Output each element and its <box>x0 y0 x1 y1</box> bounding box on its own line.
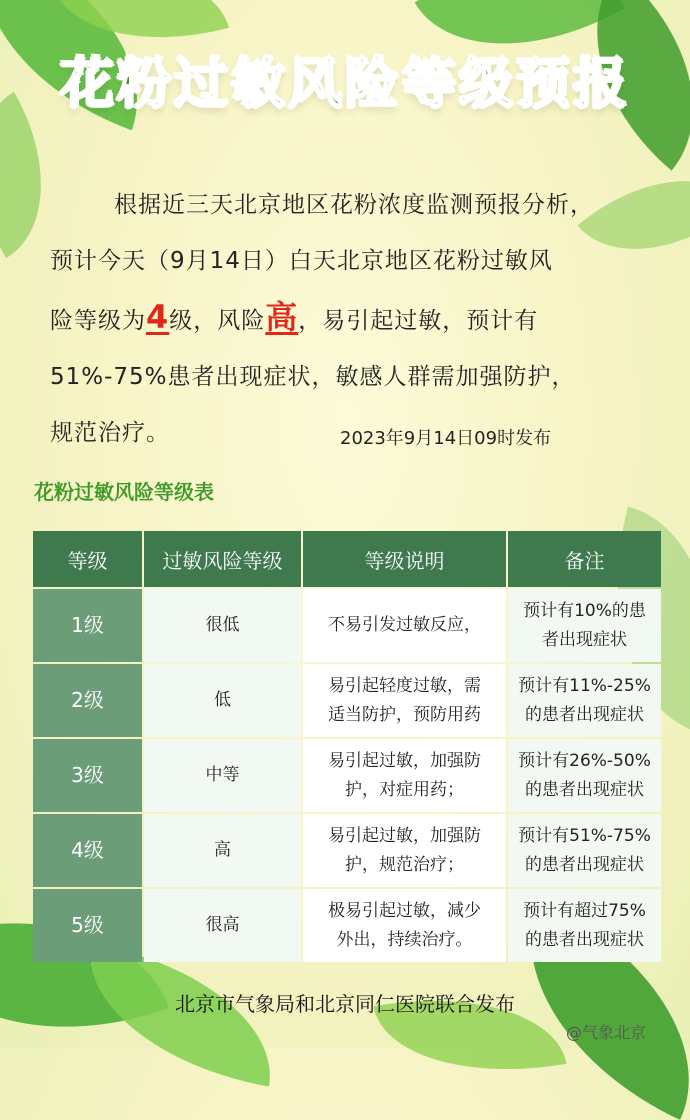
cell-description <box>303 664 506 737</box>
cell-risk: 很低 <box>144 589 301 662</box>
table-row <box>33 664 661 737</box>
description-line: 易引起轻度过敏，需 <box>328 675 481 696</box>
description-line: 极易引起过敏，减少 <box>328 900 481 921</box>
table-row <box>33 814 661 887</box>
intro-line: 51%-75%患者出现症状，敏感人群需加强防护， <box>50 364 576 390</box>
cell-risk: 中等 <box>144 739 301 812</box>
table-row <box>33 739 661 812</box>
description-line: 易引起过敏，加强防 <box>328 825 481 846</box>
description-line: 易引起过敏，加强防 <box>328 750 481 771</box>
cell-risk: 低 <box>144 664 301 737</box>
risk-level-word: 高 <box>265 298 299 336</box>
page-title: 花粉过敏风险等级预报 <box>60 51 630 114</box>
cell-note <box>508 889 661 962</box>
table-header-row <box>33 531 661 587</box>
description-line: 适当防护，预防用药 <box>328 704 481 725</box>
publisher-footer: 北京市气象局和北京同仁医院联合发布 <box>175 992 515 1016</box>
intro-line <box>50 289 650 349</box>
table-row <box>33 889 661 962</box>
note-line: 预计有11%-25% <box>518 675 651 696</box>
cell-risk: 高 <box>144 814 301 887</box>
cell-note <box>508 739 661 812</box>
header-level: 等级 <box>33 531 142 587</box>
note-line: 预计有51%-75% <box>518 825 651 846</box>
cell-level: 5级 <box>33 889 142 962</box>
cell-level: 4级 <box>33 814 142 887</box>
intro-line: 预计今天（9月14日）白天北京地区花粉过敏风 <box>50 248 553 274</box>
forecast-text <box>50 177 650 461</box>
header-description: 等级说明 <box>303 531 506 587</box>
intro-text: 险等级为 <box>50 308 146 334</box>
description-line: 不易引发过敏反应， <box>328 615 481 635</box>
description-line: 护，规范治疗； <box>345 854 464 875</box>
intro-line: 根据近三天北京地区花粉浓度监测预报分析， <box>114 192 594 218</box>
risk-level-table <box>31 529 663 964</box>
description-line: 护，对症用药； <box>345 779 464 800</box>
note-line: 预计有10%的患 <box>523 600 646 621</box>
description-line: 外出，持续治疗。 <box>336 929 473 950</box>
weibo-watermark: @气象北京 <box>566 1023 647 1042</box>
cell-note <box>508 589 661 662</box>
note-line: 者出现症状 <box>542 629 627 650</box>
note-line: 的患者出现症状 <box>525 704 644 725</box>
cell-risk: 很高 <box>144 889 301 962</box>
risk-level-number: 4 <box>146 298 170 336</box>
cell-level: 3级 <box>33 739 142 812</box>
cell-note <box>508 664 661 737</box>
note-line: 预计有超过75% <box>523 900 646 921</box>
intro-text: 级，风险 <box>169 308 266 334</box>
cell-description <box>303 739 506 812</box>
note-line: 预计有26%-50% <box>518 750 651 771</box>
cell-level: 1级 <box>33 589 142 662</box>
intro-line: 规范治疗。 <box>50 420 170 446</box>
cell-level: 2级 <box>33 664 142 737</box>
cell-description <box>303 589 506 662</box>
intro-text: ，易引起过敏，预计有 <box>298 308 539 334</box>
note-line: 的患者出现症状 <box>525 854 644 875</box>
header-note: 备注 <box>508 531 661 587</box>
header-risk: 过敏风险等级 <box>144 531 301 587</box>
table-title: 花粉过敏风险等级表 <box>34 480 214 504</box>
table-row <box>33 589 661 662</box>
note-line: 的患者出现症状 <box>525 779 644 800</box>
cell-description <box>303 889 506 962</box>
note-line: 的患者出现症状 <box>525 929 644 950</box>
cell-description <box>303 814 506 887</box>
cell-note <box>508 814 661 887</box>
publish-time: 2023年9月14日09时发布 <box>340 428 552 449</box>
